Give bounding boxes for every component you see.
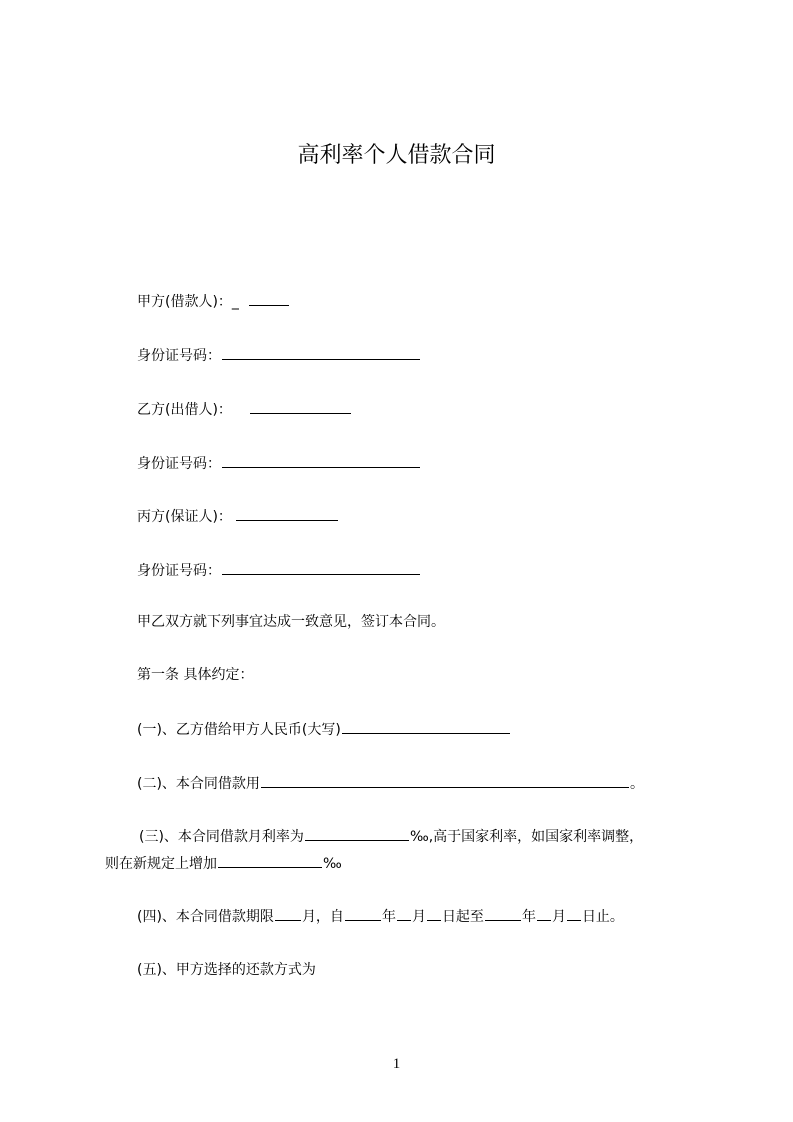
- party-c-id-label: 身份证号码：: [137, 563, 221, 579]
- clause-3-text: (三)、本合同借款月利率为: [139, 829, 304, 845]
- clause-4-month-2: 月: [551, 909, 566, 925]
- clause-4-year-2: 年: [521, 909, 536, 925]
- clause-2-text: (二)、本合同借款用: [137, 776, 260, 792]
- clause-4-text: (四)、本合同借款期限: [137, 909, 274, 925]
- page-number: 1: [392, 1056, 401, 1072]
- party-c-id-line: [137, 560, 421, 581]
- clause-5-line: (五)、甲方选择的还款方式为: [137, 962, 316, 978]
- party-a-id-blank[interactable]: [222, 345, 420, 360]
- rate-increase-blank[interactable]: [218, 853, 322, 868]
- party-b-line: [137, 399, 352, 420]
- article-1-heading: 第一条 具体约定：: [137, 667, 254, 683]
- party-a-label: 甲方(借款人)：_: [137, 294, 239, 310]
- party-a-line: [137, 291, 290, 312]
- start-year-blank[interactable]: [345, 906, 381, 921]
- party-b-id-label: 身份证号码：: [137, 456, 221, 472]
- document-title: 高利率个人借款合同: [297, 143, 496, 168]
- end-day-blank[interactable]: [567, 906, 581, 921]
- monthly-rate-blank[interactable]: [305, 826, 409, 841]
- intro-line: 甲乙双方就下列事宜达成一致意见，签订本合同。: [137, 614, 445, 630]
- clause-4-day-2: 日止。: [581, 909, 624, 925]
- party-c-label: 丙方(保证人)：: [137, 509, 232, 525]
- clause-1-text: (一)、乙方借给甲方人民币(大写): [137, 722, 341, 738]
- clause-3-line2-unit: ‰: [323, 856, 342, 872]
- party-a-id-line: [137, 345, 421, 366]
- party-a-name-blank[interactable]: [249, 291, 289, 306]
- end-year-blank[interactable]: [485, 906, 521, 921]
- loan-amount-blank[interactable]: [342, 719, 510, 734]
- clause-2-end: 。: [629, 776, 644, 792]
- party-b-label: 乙方(出借人)：: [137, 402, 232, 418]
- clause-1-line: [137, 719, 511, 740]
- loan-purpose-blank[interactable]: [261, 773, 629, 788]
- start-month-blank[interactable]: [397, 906, 411, 921]
- party-c-line: [137, 506, 339, 527]
- clause-3-mid: ‰,高于国家利率，如国家利率调整，: [409, 829, 644, 845]
- party-c-id-blank[interactable]: [222, 560, 420, 575]
- clause-3-continuation: [105, 853, 342, 874]
- clause-3-line: [139, 826, 643, 847]
- clause-4-line: [137, 906, 624, 927]
- term-months-blank[interactable]: [275, 906, 301, 921]
- end-month-blank[interactable]: [537, 906, 551, 921]
- clause-2-line: [137, 773, 644, 794]
- party-c-name-blank[interactable]: [236, 506, 338, 521]
- clause-4-day-1: 日起至: [441, 909, 484, 925]
- party-b-id-blank[interactable]: [222, 453, 420, 468]
- clause-4-year-1: 年: [381, 909, 396, 925]
- party-b-id-line: [137, 453, 421, 474]
- start-day-blank[interactable]: [427, 906, 441, 921]
- party-b-name-blank[interactable]: [250, 399, 351, 414]
- party-a-id-label: 身份证号码：: [137, 348, 221, 364]
- clause-4-month-1: 月: [411, 909, 426, 925]
- clause-3-line2-text: 则在新规定上增加: [105, 856, 217, 872]
- clause-4-month-from: 月，自: [301, 909, 344, 925]
